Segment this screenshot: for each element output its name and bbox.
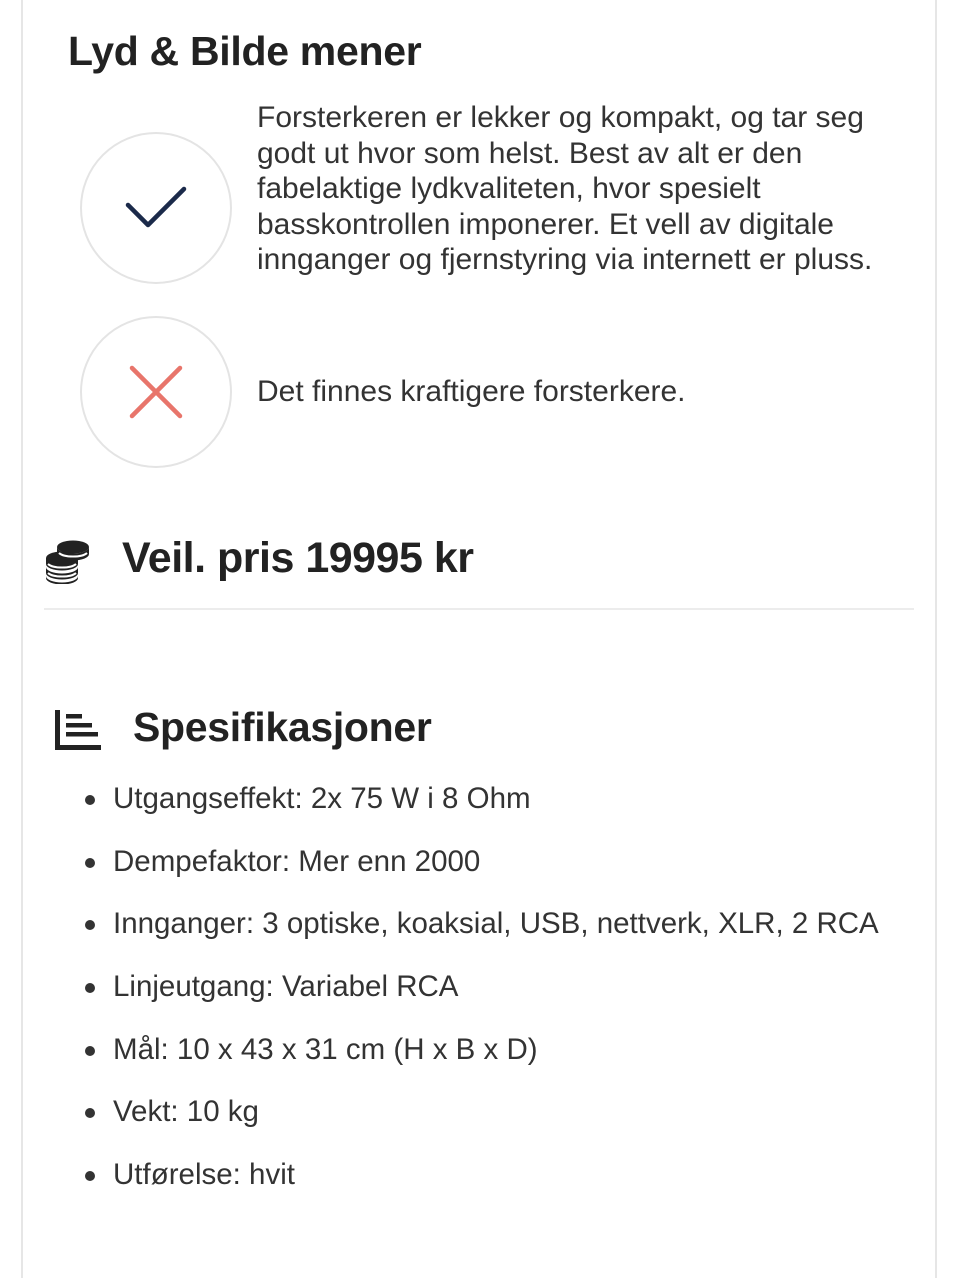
spec-item: Innganger: 3 optiske, koaksial, USB, nettverk, XLR, 2 RCA bbox=[84, 903, 879, 966]
spec-item: Dempefaktor: Mer enn 2000 bbox=[84, 841, 879, 904]
price-text: Veil. pris 19995 kr bbox=[122, 534, 474, 582]
pro-badge bbox=[80, 132, 232, 284]
check-icon bbox=[124, 183, 188, 233]
coins-icon bbox=[44, 536, 92, 584]
specs-list bbox=[84, 778, 879, 1217]
con-badge bbox=[80, 316, 232, 468]
spec-item: Mål: 10 x 43 x 31 cm (H x B x D) bbox=[84, 1029, 879, 1092]
con-text: Det finnes kraftigere forsterkere. bbox=[257, 375, 686, 408]
verdict-title: Lyd & Bilde mener bbox=[68, 28, 422, 74]
pro-text: Forsterkeren er lekker og kompakt, og tar seg godt ut hvor som helst. Best av alt er den fabelaktige lydkvaliteten, hvor spesielt basskontrollen imponerer. Et vell av digitale innganger og fjernstyring via internett er pluss. bbox=[257, 101, 873, 276]
cross-icon bbox=[128, 364, 184, 420]
spec-item: Vekt: 10 kg bbox=[84, 1091, 879, 1154]
spec-item: Linjeutgang: Variabel RCA bbox=[84, 966, 879, 1029]
price-section bbox=[44, 530, 914, 610]
specs-title: Spesifikasjoner bbox=[133, 704, 432, 750]
list-icon bbox=[55, 710, 101, 750]
spec-item: Utgangseffekt: 2x 75 W i 8 Ohm bbox=[84, 778, 879, 841]
spec-item: Utførelse: hvit bbox=[84, 1154, 879, 1217]
